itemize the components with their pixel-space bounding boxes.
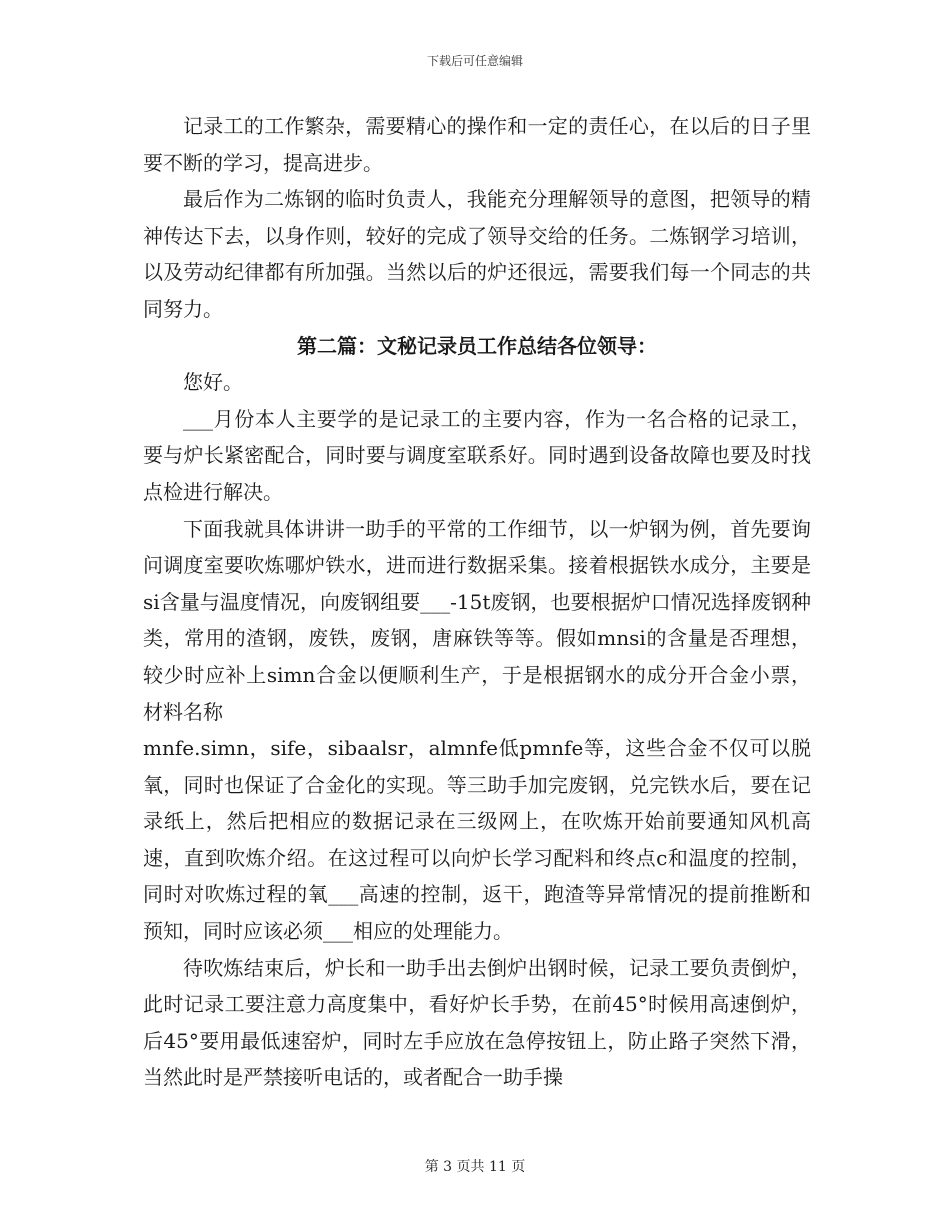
page-footer: 第 3 页共 11 页 — [424, 1159, 526, 1175]
paragraph: 待吹炼结束后，炉长和一助手出去倒炉出钢时候，记录工要负责倒炉，此时记录工要注意力高度集中，看好炉长手势，在前45°时候用高速倒炉，后45°要用最低速窑炉，同时左手应放在急停按钮上，防止路子突然下滑，当然此时是严禁接听电话的，或者配合一助手操 — [143, 955, 811, 1090]
paragraph: 记录工的工作繁杂，需要精心的操作和一定的责任心，在以后的日子里要不断的学习，提高进步。 — [143, 114, 811, 175]
paragraph: 您好。 — [183, 370, 243, 395]
paragraph: 下面我就具体讲讲一助手的平常的工作细节，以一炉钢为例，首先要询问调度室要吹炼哪炉铁水，进而进行数据采集。接着根据铁水成分，主要是si含量与温度情况，向废钢组要___-15t废钢，也要根据炉口情况选择废钢种类，常用的渣钢，废铁，废钢，唐麻铁等等。假如mnsi的含量是否理想，较少时应补上simn合金以便顺利生产，于是根据钢水的成分开合金小票，材料名称 — [143, 516, 811, 724]
paragraph: 最后作为二炼钢的临时负责人，我能充分理解领导的意图，把领导的精神传达下去，以身作则，较好的完成了领导交给的任务。二炼钢学习培训，以及劳动纪律都有所加强。当然以后的炉还很远，需要我们每一个同志的共同努力。 — [143, 187, 811, 321]
page-header: 下载后可任意编辑 — [426, 54, 523, 68]
paragraph: mnfe.simn，sife，sibaalsr，almnfe低pmnfe等，这些合金不仅可以脱氧，同时也保证了合金化的实现。等三助手加完废钢，兑完铁水后，要在记录纸上，然后把相应的数据记录在三级网上，在吹炼开始前要通知风机高速，直到吹炼介绍。在这过程可以向炉长学习配料和终点c和温度的控制，同时对吹炼过程的氧___高速的控制，返干，跑渣等异常情况的提前推断和预知，同时应该必须___相应的处理能力。 — [143, 736, 811, 944]
paragraph: ___月份本人主要学的是记录工的主要内容，作为一名合格的记录工，要与炉长紧密配合，同时要与调度室联系好。同时遇到设备故障也要及时找点检进行解决。 — [143, 406, 811, 504]
document-body — [143, 108, 811, 1096]
section-heading: 第二篇：文秘记录员工作总结各位领导： — [297, 333, 657, 358]
